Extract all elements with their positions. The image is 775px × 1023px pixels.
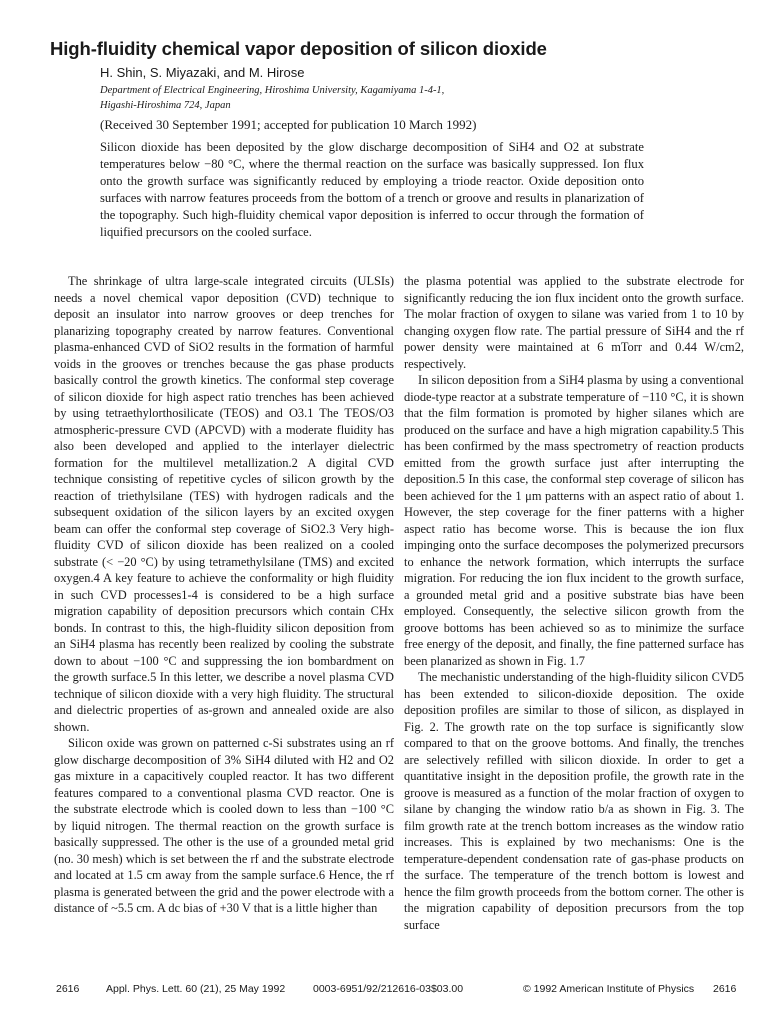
affiliation bbox=[100, 84, 660, 113]
received-date: (Received 30 September 1991; accepted for publication 10 March 1992) bbox=[100, 117, 477, 132]
body-paragraph: The shrinkage of ultra large-scale integrated circuits (ULSIs) needs a novel chemical vapor deposition (CVD) technique to deposit an insulator into narrow grooves or deep trenches for planarizing topography created by narrow features. Conventional plasma-enhanced CVD of SiO2 results in the formation of harmful voids in the grooves or trenches because the gas phase products basically control the growth kinetics. The conformal step coverage of silicon dioxide for high aspect ratio trenches has been achieved by using tetraethylorthosilicate (TEOS) and O3.1 The TEOS/O3 atmospheric-pressure CVD (APCVD) with a moderate fluidity has also been developed and applied to the interlayer dielectric formation for the multilevel metallization.2 A digital CVD technique consisting of repetitive cycles of silicon growth by the reaction of triethylsilane (TES) with hydrogen radicals and the subsequent oxidation of the silicon layers by an excited oxygen beam can offer the conformal step coverage of SiO2.3 Very high-fluidity CVD of silicon dioxide has been realized on a cooled substrate (< −20 °C) by using tetramethylsilane (TMS) and excited oxygen.4 A key feature to achieve the conformality or high fluidity in such CVD processes1-4 is considered to be a high surface migration capability of deposition precursors which contain CHx bonds. In contrast to this, the high-fluidity silicon deposition from an SiH4 plasma has recently been realized by cooling the substrate down to about −100 °C and suppressing the ion bombardment on the growth surface.5 In this letter, we describe a novel plasma CVD technique of silicon dioxide with a very high fluidity. The structural and dielectric properties of as-grown and annealed oxide are also shown. bbox=[54, 274, 394, 734]
left-column bbox=[54, 273, 394, 917]
copyright: © 1992 American Institute of Physics bbox=[523, 983, 695, 995]
affiliation-line-2: Higashi-Hiroshima 724, Japan bbox=[100, 99, 231, 111]
body-paragraph: the plasma potential was applied to the substrate electrode for significantly reducing the ion flux incident onto the growth surface. The molar fraction of oxygen to silane was varied from 1 to 10 by changing oxygen flow rate. The partial pressure of SiH4 and the rf power density were maintained at 6 mTorr and 0.44 W/cm2, respectively. bbox=[404, 274, 744, 371]
page-number-left: 2616 bbox=[56, 983, 80, 995]
affiliation-line-1: Department of Electrical Engineering, Hiroshima University, Kagamiyama 1-4-1, bbox=[100, 85, 445, 96]
body-paragraph: In silicon deposition from a SiH4 plasma by using a conventional diode-type reactor at a substrate temperature of −110 °C, it is shown that the film formation is promoted by higher silanes which are produced on the surface and have a high migration capability.5 This has been confirmed by the mass spectrometry of reaction products emitted from the growth surface just after interrupting the deposition.5 In this case, the conformal step coverage of silicon has been achieved for the 1 μm patterns with an aspect ratio of about 1. However, the step coverage for the finer patterns with a higher aspect ratio has become worse. This is because the ion flux impinging onto the surface decomposes the polymerized precursors to enhance the network formation, which interrupts the surface migration. For reducing the ion flux incident to the growth surface, a grounded metal grid and a positive substrate bias have been employed. Consequently, the selective silicon growth from the groove bottoms has been achieved so as to minimize the surface free energy of the deposit, and finally, the fine patterned surface has been planarized as shown in Fig. 1.7 bbox=[404, 373, 744, 668]
body-paragraph: The mechanistic understanding of the high-fluidity silicon CVD5 has been extended to silicon-dioxide deposition. The oxide deposition profiles are similar to those of silicon, as displayed in Fig. 2. The growth rate on the top surface is significantly slow compared to that on the groove bottoms. And finally, the trenches are selectively refilled with silicon dioxide. In order to get a quantitative insight in the deposition profile, the growth rate in the groove is measured as a function of the molar fraction of oxygen to silane by changing the window ratio b/a as shown in Fig. 3. The film growth rate at the trench bottom increases as the window ratio increases. This is explained by two mechanisms: One is the temperature-dependent condensation rate of gas-phase products on the surface. The temperature of the trench bottom is lowest and hence the film growth proceeds from the bottom corner. The other is the migration capability of deposition precursors from the top surface bbox=[404, 670, 744, 932]
authors: H. Shin, S. Miyazaki, and M. Hirose bbox=[100, 65, 305, 80]
article-code: 0003-6951/92/212616-03$03.00 bbox=[313, 983, 464, 995]
paper-title: High-fluidity chemical vapor deposition of silicon dioxide bbox=[50, 38, 547, 59]
journal-citation: Appl. Phys. Lett. 60 (21), 25 May 1992 bbox=[106, 983, 286, 995]
abstract: Silicon dioxide has been deposited by the glow discharge decomposition of SiH4 and O2 at substrate temperatures below −80 °C, where the thermal reaction on the surface was basically suppressed. Ion flux onto the growth surface was significantly reduced by employing a triode reactor. Oxide deposition onto surfaces with narrow features proceeds from the bottom of a trench or groove and results in planarization of the topography. Such high-fluidity chemical vapor deposition is inferred to occur through the formation of liquified precursors on the cooled surface. bbox=[100, 140, 644, 239]
right-column bbox=[404, 273, 744, 933]
page-number-right: 2616 bbox=[713, 983, 737, 995]
body-paragraph: Silicon oxide was grown on patterned c-Si substrates using an rf glow discharge decomposition of 3% SiH4 diluted with H2 and O2 gas mixture in a capacitively coupled reactor. It has two different features compared to a conventional plasma CVD reactor. One is the substrate electrode which is cooled down to less than −100 °C by liquid nitrogen. The thermal reaction on the growth surface is basically suppressed. The other is the use of a grounded metal grid (no. 30 mesh) which is set between the rf and the substrate electrode and located at 1.5 cm away from the sample surface.6 Hence, the rf plasma is generated between the grid and the power electrode with a distance of ~5.5 cm. A dc bias of +30 V that is a little higher than bbox=[54, 736, 394, 915]
